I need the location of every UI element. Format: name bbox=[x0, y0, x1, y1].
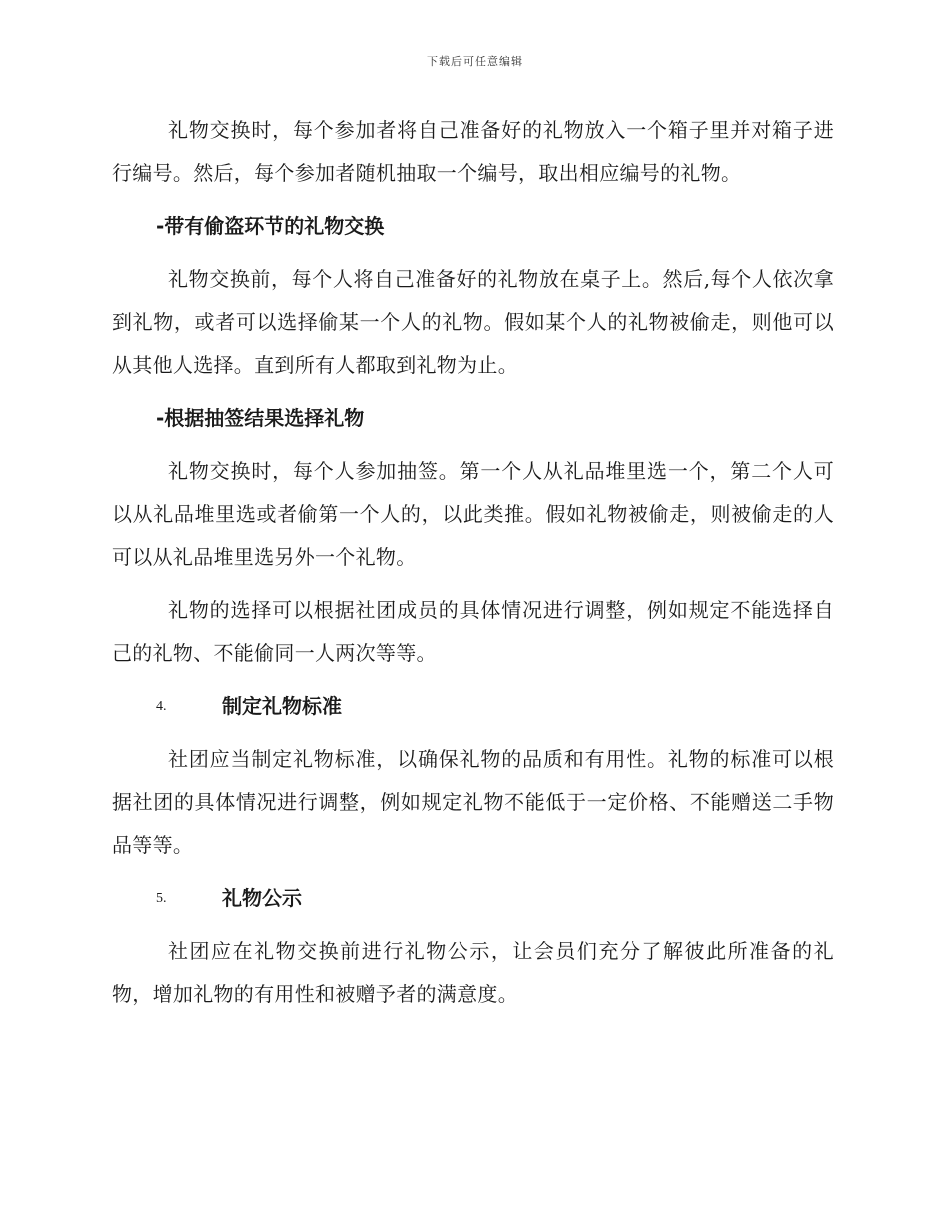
paragraph-box-exchange: 礼物交换时，每个参加者将自己准备好的礼物放入一个箱子里并对箱子进行编号。然后，每个参加者随机抽取一个编号，取出相应编号的礼物。 bbox=[112, 118, 834, 185]
paragraph-lottery-selection: 礼物交换时，每个人参加抽签。第一个人从礼品堆里选一个，第二个人可以从礼品堆里选或者偷第一个人的，以此类推。假如礼物被偷走，则被偷走的人可以从礼品堆里选另外一个礼物。 bbox=[112, 459, 834, 569]
subheading-lottery-selection: -根据抽签结果选择礼物 bbox=[156, 406, 365, 430]
page-header: 下载后可任意编辑 bbox=[427, 55, 523, 68]
paragraph-adjust-rules: 礼物的选择可以根据社团成员的具体情况进行调整，例如规定不能选择自己的礼物、不能偷同一人两次等等。 bbox=[112, 598, 834, 665]
paragraph-steal-exchange: 礼物交换前，每个人将自己准备好的礼物放在桌子上。然后,每个人依次拿到礼物，或者可以选择偷某一个人的礼物。假如某个人的礼物被偷走，则他可以从其他人选择。直到所有人都取到礼物为止。 bbox=[112, 267, 834, 377]
subheading-steal-exchange: -带有偷盗环节的礼物交换 bbox=[156, 214, 385, 238]
document-body bbox=[112, 109, 834, 1026]
section-title: 制定礼物标准 bbox=[222, 694, 342, 718]
paragraph-gift-standard: 社团应当制定礼物标准，以确保礼物的品质和有用性。礼物的标准可以根据社团的具体情况进行调整，例如规定礼物不能低于一定价格、不能赠送二手物品等等。 bbox=[112, 747, 834, 857]
section-number: 4. bbox=[156, 699, 167, 714]
section-title: 礼物公示 bbox=[222, 886, 302, 910]
section-number: 5. bbox=[156, 891, 167, 906]
section-heading-5 bbox=[112, 877, 834, 920]
section-heading-4 bbox=[112, 685, 834, 728]
paragraph-gift-display: 社团应在礼物交换前进行礼物公示，让会员们充分了解彼此所准备的礼物，增加礼物的有用性和被赠予者的满意度。 bbox=[112, 939, 834, 1006]
